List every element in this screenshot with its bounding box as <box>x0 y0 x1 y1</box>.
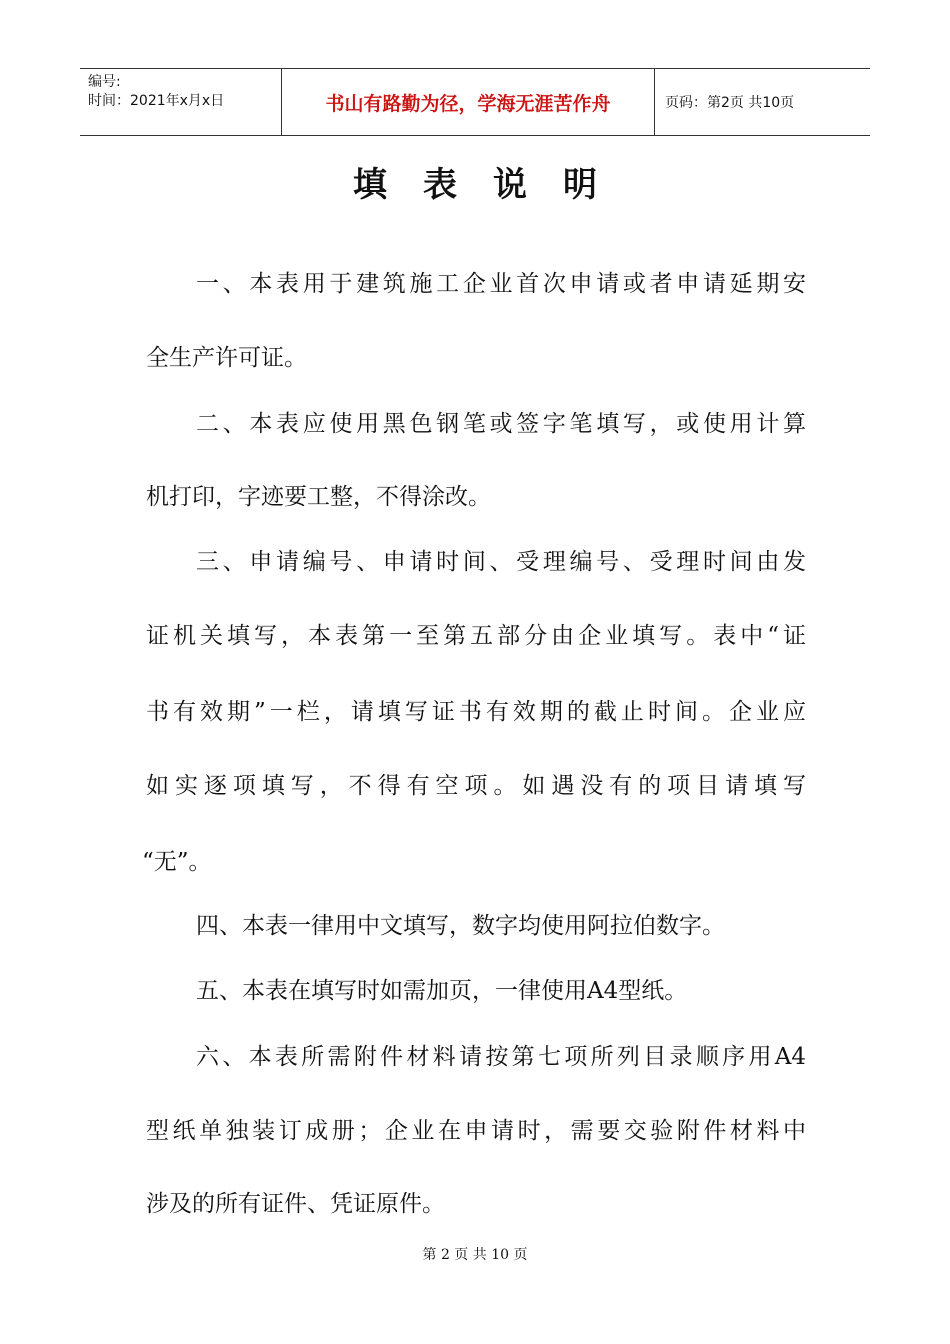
paragraph-line: 二、本表应使用黑色钢笔或签字笔填写，或使用计算 <box>196 411 806 437</box>
paragraph-line: 一、本表用于建筑施工企业首次申请或者申请延期安 <box>196 271 806 297</box>
paragraph-line: 四、本表一律用中文填写，数字均使用阿拉伯数字。 <box>196 913 725 939</box>
paragraph-line: 证机关填写，本表第一至第五部分由企业填写。表中“证 <box>146 623 806 649</box>
header-table <box>80 68 870 136</box>
paragraph-line: “无”。 <box>142 849 212 875</box>
paragraph-line: 型纸单独装订成册；企业在申请时，需要交验附件材料中 <box>146 1118 806 1144</box>
paragraph-line: 涉及的所有证件、凭证原件。 <box>146 1191 445 1217</box>
paragraph-line: 六、本表所需附件材料请按第七项所列目录顺序用A4 <box>196 1044 806 1070</box>
paragraph-line: 三、申请编号、申请时间、受理编号、受理时间由发 <box>196 549 806 575</box>
document-time-label: 时间：2021年x月x日 <box>88 93 225 109</box>
document-number-label: 编号: <box>88 74 121 90</box>
paragraph-line: 书有效期”一栏，请填写证书有效期的截止时间。企业应 <box>146 699 806 725</box>
header-meta-cell <box>80 69 282 135</box>
paragraph-line: 如实逐项填写，不得有空项。如遇没有的项目请填写 <box>146 773 806 799</box>
header-motto: 书山有路勤为径，学海无涯苦作舟 <box>282 69 655 135</box>
document-title: 填表说明 <box>353 165 633 205</box>
paragraph-line: 五、本表在填写时如需加页，一律使用A4型纸。 <box>196 978 688 1004</box>
paragraph-line: 机打印，字迹要工整，不得涂改。 <box>146 484 491 510</box>
header-page-info: 页码：第2页 共10页 <box>665 95 795 111</box>
paragraph-line: 全生产许可证。 <box>146 345 307 371</box>
page-footer: 第 2 页 共 10 页 <box>422 1247 528 1263</box>
